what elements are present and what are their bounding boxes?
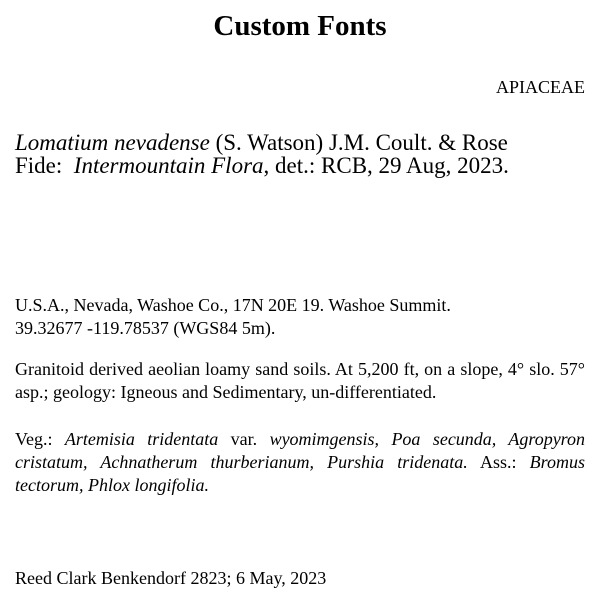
associated-prefix: Ass.: (479, 452, 517, 472)
vegetation-var: var. (230, 429, 258, 449)
taxon-name: Lomatium nevadense (15, 130, 210, 155)
vegetation-prefix: Veg.: (15, 429, 53, 449)
taxon-block (15, 131, 585, 177)
vegetation-block (15, 428, 585, 497)
locality-line-2: 39.32677 -119.78537 (WGS84 5m). (15, 318, 276, 338)
taxon-authority: (S. Watson) J.M. Coult. & Rose (215, 130, 508, 155)
habitat-description: Granitoid derived aeolian loamy sand soils. At 5,200 ft, on a slope, 4° slo. 57° asp.; geology: Igneous and Sedimentary, un-differentiated. (15, 359, 585, 402)
vegetation-species-1: Artemisia tridentata (64, 429, 219, 449)
locality-block (15, 294, 585, 340)
page-title: Custom Fonts (213, 10, 387, 42)
collector-line: Reed Clark Benkendorf 2823; 6 May, 2023 (15, 568, 327, 588)
fide-prefix: Fide: (15, 153, 63, 178)
determination-line (15, 154, 585, 177)
locality-line-1: U.S.A., Nevada, Washoe Co., 17N 20E 19. Washoe Summit. (15, 295, 451, 315)
fide-source: Intermountain Flora (73, 153, 264, 178)
determination-text: , det.: RCB, 29 Aug, 2023. (263, 153, 509, 178)
vegetation-species-2: wyomimgensis, Poa secunda, Agropyron cristatum, Achnatherum thurberianum, Purshia tridenata. (15, 429, 586, 472)
associated-species: Bromus tectorum, Phlox longifolia. (15, 452, 585, 495)
family-name: APIACEAE (496, 77, 585, 97)
